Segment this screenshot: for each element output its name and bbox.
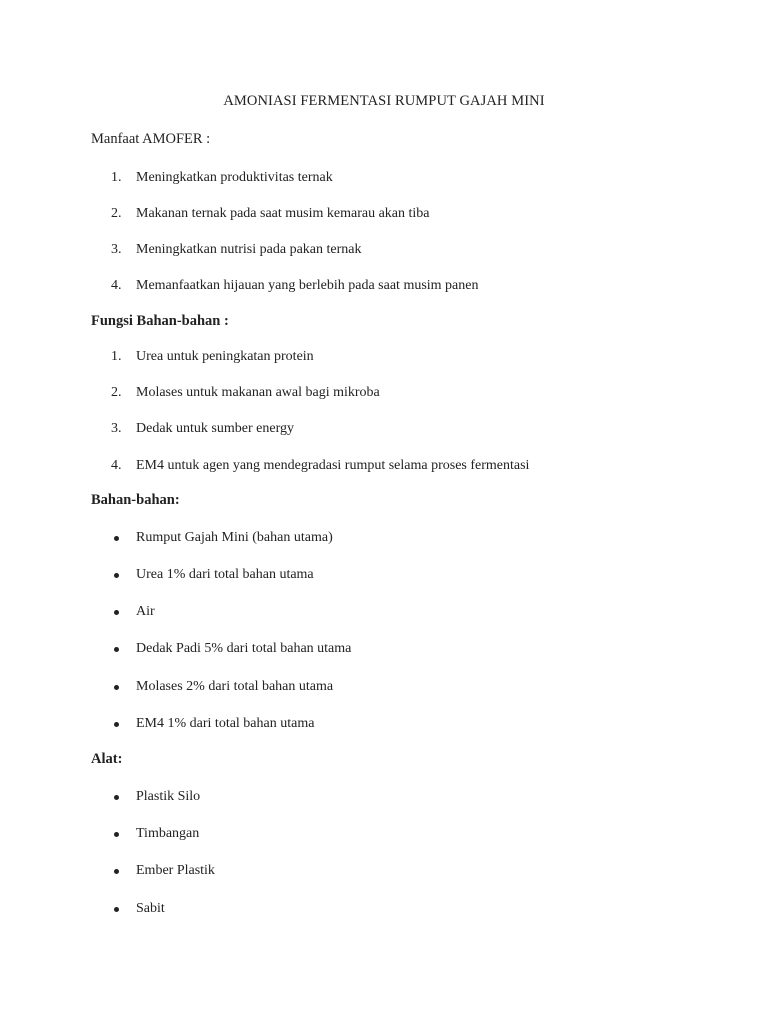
bullet-icon xyxy=(114,610,119,615)
list-item: Plastik Silo xyxy=(136,789,201,804)
bullet-icon xyxy=(114,907,119,912)
list-item: Dedak Padi 5% dari total bahan utama xyxy=(136,641,352,656)
list-item: Meningkatkan nutrisi pada pakan ternak xyxy=(136,242,362,257)
bullet-icon xyxy=(114,536,119,541)
list-item: Ember Plastik xyxy=(136,863,215,878)
bullet-icon xyxy=(114,647,119,652)
bahan-heading: Bahan-bahan: xyxy=(91,492,180,508)
list-item: Meningkatkan produktivitas ternak xyxy=(136,170,333,185)
bullet-icon xyxy=(114,573,119,578)
list-item: Makanan ternak pada saat musim kemarau akan tiba xyxy=(136,206,430,221)
list-item: Urea 1% dari total bahan utama xyxy=(136,567,314,582)
list-item: Rumput Gajah Mini (bahan utama) xyxy=(136,530,333,545)
bullet-icon xyxy=(114,722,119,727)
list-marker: 3. xyxy=(111,421,122,436)
alat-heading: Alat: xyxy=(91,751,123,767)
fungsi-heading: Fungsi Bahan-bahan : xyxy=(91,313,229,329)
list-marker: 1. xyxy=(111,170,122,185)
list-item: Memanfaatkan hijauan yang berlebih pada saat musim panen xyxy=(136,278,479,293)
list-item: Air xyxy=(136,604,155,619)
list-item: Timbangan xyxy=(136,826,200,841)
bullet-icon xyxy=(114,685,119,690)
list-item: Sabit xyxy=(136,901,165,916)
manfaat-heading: Manfaat AMOFER : xyxy=(91,131,211,147)
list-item: Molases 2% dari total bahan utama xyxy=(136,679,334,694)
bullet-icon xyxy=(114,795,119,800)
list-marker: 2. xyxy=(111,385,122,400)
list-marker: 1. xyxy=(111,349,122,364)
list-marker: 4. xyxy=(111,278,122,293)
list-marker: 3. xyxy=(111,242,122,257)
list-item: EM4 untuk agen yang mendegradasi rumput selama proses fermentasi xyxy=(136,458,530,473)
bullet-icon xyxy=(114,832,119,837)
document-title: AMONIASI FERMENTASI RUMPUT GAJAH MINI xyxy=(223,93,545,109)
list-item: EM4 1% dari total bahan utama xyxy=(136,716,315,731)
list-item: Urea untuk peningkatan protein xyxy=(136,349,314,364)
list-item: Dedak untuk sumber energy xyxy=(136,421,294,436)
list-marker: 4. xyxy=(111,458,122,473)
bullet-icon xyxy=(114,869,119,874)
list-item: Molases untuk makanan awal bagi mikroba xyxy=(136,385,380,400)
list-marker: 2. xyxy=(111,206,122,221)
